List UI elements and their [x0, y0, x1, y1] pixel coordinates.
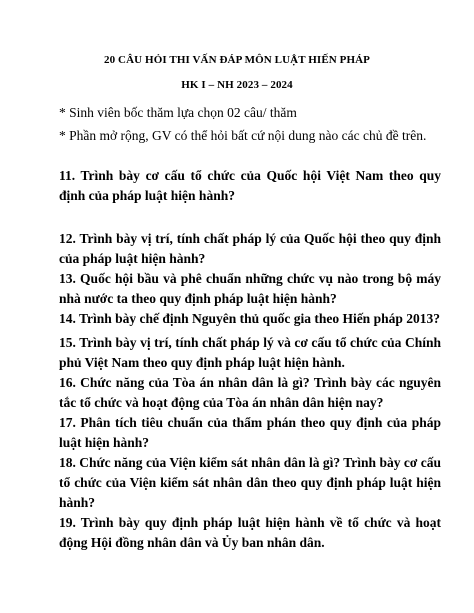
question-item: 11. Trình bày cơ cấu tổ chức của Quốc hội Việt Nam theo quy định của pháp luật hiện hành?	[59, 168, 441, 203]
document-title: 20 CÂU HỎI THI VẤN ĐÁP MÔN LUẬT HIẾN PHÁP	[104, 54, 370, 66]
question-item: 12. Trình bày vị trí, tính chất pháp lý của Quốc hội theo quy định của pháp luật hiện hành?	[59, 231, 441, 266]
question-item: 18. Chức năng của Viện kiểm sát nhân dân là gì? Trình bày cơ cấu tổ chức của Viện kiểm sát nhân dân theo quy định pháp luật hiện hành?	[59, 455, 441, 510]
note-line: * Phần mở rộng, GV có thể hỏi bất cứ nội dung nào các chủ đề trên.	[59, 128, 427, 143]
question-item: 16. Chức năng của Tòa án nhân dân là gì? Trình bày các nguyên tắc tổ chức và hoạt động của Tòa án nhân dân hiện nay?	[59, 375, 441, 410]
question-item: 15. Trình bày vị trí, tính chất pháp lý và cơ cấu tổ chức của Chính phủ Việt Nam theo quy định pháp luật hiện hành.	[59, 335, 441, 370]
question-item: 14. Trình bày chế định Nguyên thủ quốc gia theo Hiến pháp 2013?	[59, 311, 440, 326]
question-item: 13. Quốc hội bầu và phê chuẩn những chức vụ nào trong bộ máy nhà nước ta theo quy định pháp luật hiện hành?	[59, 271, 441, 306]
document-term: HK I – NH 2023 – 2024	[181, 79, 293, 91]
question-item: 19. Trình bày quy định pháp luật hiện hành về tổ chức và hoạt động Hội đồng nhân dân và Ủy ban nhân dân.	[59, 515, 441, 550]
note-line: * Sinh viên bốc thăm lựa chọn 02 câu/ thăm	[59, 105, 297, 120]
question-item: 17. Phân tích tiêu chuẩn của thẩm phán theo quy định của pháp luật hiện hành?	[59, 415, 441, 450]
